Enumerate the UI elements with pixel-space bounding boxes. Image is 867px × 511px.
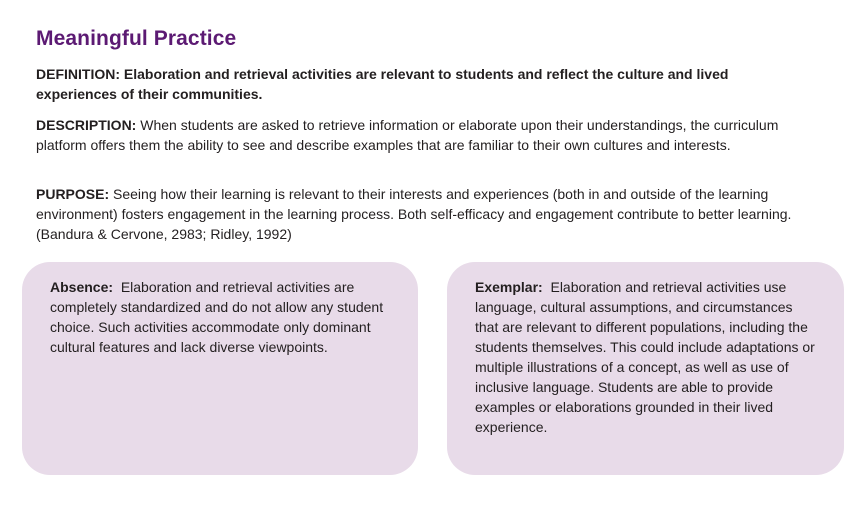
description-text: When students are asked to retrieve information or elaborate upon their understandings, the curriculum platform offers them the ability to see and describe examples that are familiar to their own cultures and interests.: [36, 117, 779, 153]
exemplar-text: Elaboration and retrieval activities use language, cultural assumptions, and circumstances that are relevant to different populations, including the students themselves. This could include adaptations or multiple illustrations of a concept, as well as use of inclusive language. Students are able to provide examples or elaborations grounded in their lived experience.: [475, 279, 815, 435]
page-title: Meaningful Practice: [36, 27, 237, 50]
absence-text: Elaboration and retrieval activities are completely standardized and do not allow any student choice. Such activities accommodate only dominant cultural features and lack diverse viewpoints.: [50, 279, 384, 355]
description-label: DESCRIPTION:: [36, 117, 137, 133]
definition-paragraph: [36, 64, 806, 104]
absence-paragraph: [50, 277, 390, 357]
absence-card: [22, 262, 418, 475]
exemplar-card: [447, 262, 844, 475]
purpose-text: Seeing how their learning is relevant to their interests and experiences (both in and outside of the learning environment) fosters engagement in the learning process. Both self-efficacy and engagement contribute to better learning. (Bandura & Cervone, 2983; Ridley, 1992): [36, 186, 792, 242]
purpose-label: PURPOSE:: [36, 186, 110, 202]
exemplar-label: Exemplar:: [475, 279, 543, 295]
exemplar-paragraph: [475, 277, 816, 437]
absence-label: Absence:: [50, 279, 114, 295]
definition-label: DEFINITION:: [36, 66, 120, 82]
purpose-paragraph: [36, 184, 841, 244]
definition-text: Elaboration and retrieval activities are relevant to students and reflect the culture and lived experiences of their communities.: [36, 66, 729, 102]
description-paragraph: [36, 115, 796, 155]
